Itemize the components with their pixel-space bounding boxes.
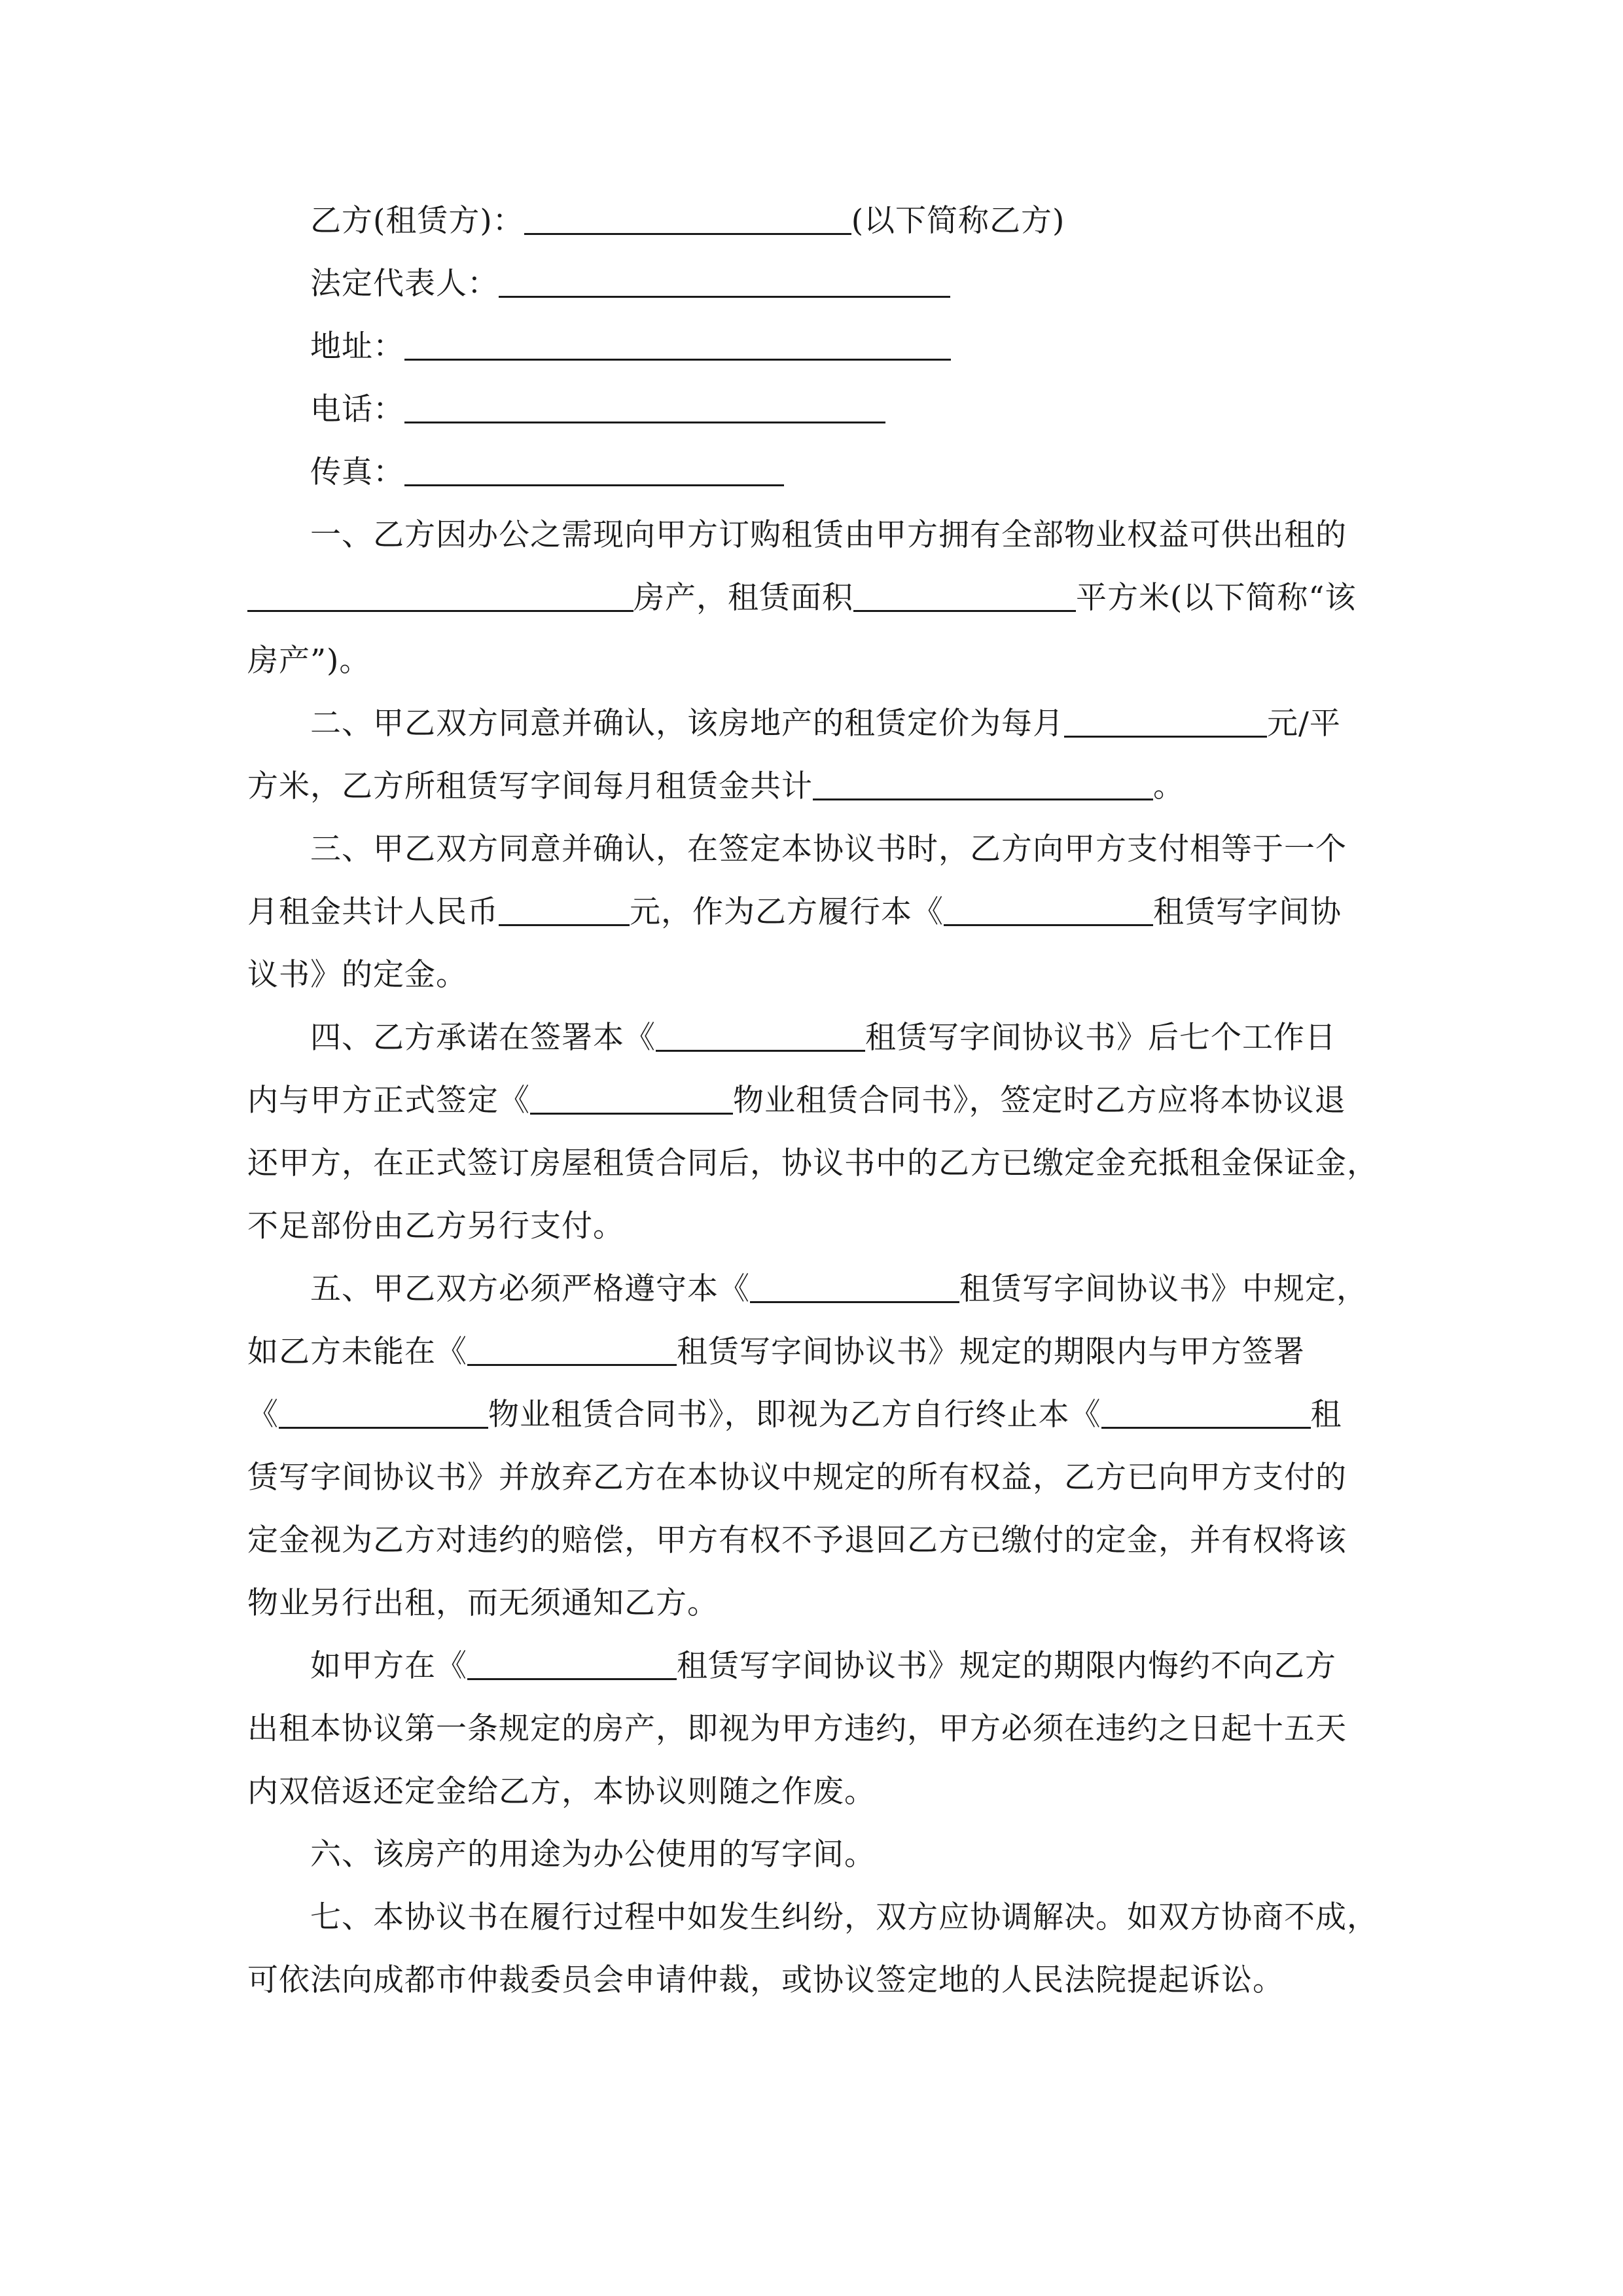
- clause-3-text-c: 租赁写字间协: [1153, 894, 1342, 930]
- clause-5-text-a: 五、甲乙双方必须严格遵守本《: [310, 1271, 750, 1307]
- property-blank[interactable]: [247, 580, 633, 612]
- clause-5-text-g: 租: [1310, 1397, 1342, 1433]
- address-blank[interactable]: [404, 329, 951, 361]
- clause-2-line-1: [247, 692, 1386, 755]
- fax-label: 传真：: [310, 454, 404, 490]
- clause-4-text-b: 租赁写字间协议书》后七个工作日: [865, 1020, 1336, 1056]
- clause-5-line-2: [247, 1321, 1386, 1384]
- clause-4-line-3: 还甲方，在正式签订房屋租赁合同后，协议书中的乙方已缴定金充抵租金保证金，: [247, 1145, 1378, 1181]
- clause-2-text-b: 元/平: [1267, 706, 1341, 742]
- clause-7-line-1: 七、本协议书在履行过程中如发生纠纷，双方应协调解决。如双方协商不成，: [310, 1899, 1378, 1935]
- agreement-name-blank-2[interactable]: [656, 1020, 865, 1052]
- lessee-line: [247, 190, 1386, 253]
- agreement-name-blank-6[interactable]: [467, 1648, 677, 1680]
- contract-page: [247, 190, 1386, 2012]
- fax-blank[interactable]: [404, 454, 784, 486]
- address-label: 地址：: [310, 329, 404, 365]
- clause-4-line-1: [247, 1007, 1386, 1069]
- clause-1-line-3: 房产”)。: [247, 643, 371, 679]
- phone-line: [247, 378, 1386, 441]
- clause-5b-text-a: 如甲方在《: [310, 1648, 467, 1684]
- clause-5-text-c: 如乙方未能在《: [247, 1334, 467, 1370]
- contract-name-blank-1[interactable]: [530, 1083, 733, 1115]
- clause-5-line-3: [247, 1384, 1386, 1446]
- legal-rep-blank[interactable]: [499, 266, 950, 298]
- clause-2-line-2: [247, 755, 1386, 818]
- lessee-suffix: (以下简称乙方): [851, 203, 1065, 239]
- clause-5b-line-2: 出租本协议第一条规定的房产，即视为甲方违约，甲方必须在违约之日起十五天: [247, 1711, 1347, 1747]
- clause-4-line-2: [247, 1069, 1386, 1132]
- clause-5b-text-b: 租赁写字间协议书》规定的期限内悔约不向乙方: [677, 1648, 1336, 1684]
- agreement-name-blank-3[interactable]: [750, 1271, 959, 1303]
- clause-4-text-a: 四、乙方承诺在签署本《: [310, 1020, 656, 1056]
- monthly-rent-blank[interactable]: [813, 768, 1153, 800]
- agreement-name-blank-5[interactable]: [1101, 1397, 1311, 1429]
- clause-5-text-b: 租赁写字间协议书》中规定，: [959, 1271, 1368, 1307]
- fax-line: [247, 441, 1386, 504]
- clause-3-line-2: [247, 881, 1386, 944]
- clause-4-line-4: 不足部份由乙方另行支付。: [247, 1208, 624, 1244]
- clause-5-line-4: 赁写字间协议书》并放弃乙方在本协议中规定的所有权益，乙方已向甲方支付的: [247, 1460, 1347, 1496]
- address-line: [247, 315, 1386, 378]
- clause-6-line-1: 六、该房产的用途为办公使用的写字间。: [310, 1837, 876, 1873]
- clause-5-line-6: 物业另行出租，而无须通知乙方。: [247, 1585, 719, 1621]
- clause-4-text-d: 物业租赁合同书》，签定时乙方应将本协议退: [733, 1083, 1346, 1119]
- clause-5-text-d: 租赁写字间协议书》规定的期限内与甲方签署: [677, 1334, 1305, 1370]
- agreement-name-blank-4[interactable]: [467, 1334, 677, 1366]
- clause-2-text-a: 二、甲乙双方同意并确认，该房地产的租赁定价为每月: [310, 706, 1064, 742]
- clause-1-line-1: 一、乙方因办公之需现向甲方订购租赁由甲方拥有全部物业权益可供出租的: [310, 517, 1347, 553]
- phone-blank[interactable]: [404, 391, 885, 423]
- clause-5-line-5: 定金视为乙方对违约的赔偿，甲方有权不予退回乙方已缴付的定金，并有权将该: [247, 1522, 1347, 1558]
- contract-name-blank-2[interactable]: [279, 1397, 488, 1429]
- clause-5-text-f: 物业租赁合同书》，即视为乙方自行终止本《: [488, 1397, 1101, 1433]
- clause-3-text-a: 月租金共计人民币: [247, 894, 499, 930]
- deposit-blank[interactable]: [499, 894, 630, 926]
- area-blank[interactable]: [853, 580, 1076, 612]
- legal-rep-line: [247, 253, 1386, 315]
- unit-price-blank[interactable]: [1064, 706, 1267, 738]
- clause-1-text-b: 平方米(以下简称“该: [1076, 580, 1357, 616]
- clause-2-text-c: 方米，乙方所租赁写字间每月租赁金共计: [247, 768, 813, 804]
- clause-3-line-1: 三、甲乙双方同意并确认，在签定本协议书时，乙方向甲方支付相等于一个: [310, 831, 1347, 867]
- lessee-label: 乙方(租赁方)：: [310, 203, 524, 239]
- clause-2-text-d: 。: [1153, 768, 1185, 804]
- lessee-blank[interactable]: [524, 203, 851, 235]
- clause-5-line-1: [247, 1258, 1386, 1321]
- agreement-name-blank-1[interactable]: [944, 894, 1153, 926]
- clause-5b-line-1: [247, 1635, 1386, 1698]
- clause-3-line-3: 议书》的定金。: [247, 957, 467, 993]
- legal-rep-label: 法定代表人：: [310, 266, 499, 302]
- clause-1-line-2: [247, 567, 1386, 630]
- clause-4-text-c: 内与甲方正式签定《: [247, 1083, 530, 1119]
- phone-label: 电话：: [310, 391, 404, 427]
- clause-5-text-e: 《: [247, 1397, 279, 1433]
- clause-1-text-a: 房产，租赁面积: [633, 580, 853, 616]
- clause-7-line-2: 可依法向成都市仲裁委员会申请仲裁，或协议签定地的人民法院提起诉讼。: [247, 1962, 1284, 1998]
- clause-5b-line-3: 内双倍返还定金给乙方，本协议则随之作废。: [247, 1774, 876, 1810]
- clause-3-text-b: 元，作为乙方履行本《: [630, 894, 944, 930]
